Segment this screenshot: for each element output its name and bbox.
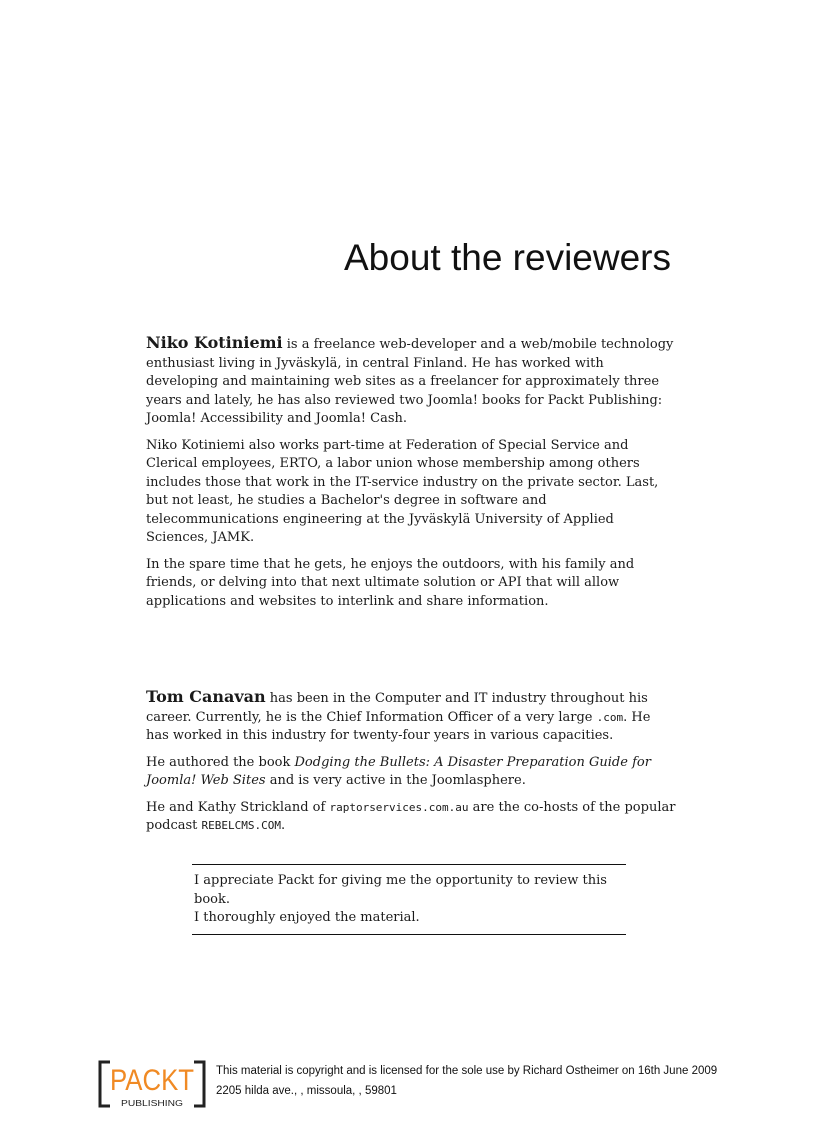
page-title: About the reviewers — [343, 237, 671, 278]
reviewer-paragraph — [146, 799, 676, 836]
reviewer-paragraph — [146, 754, 676, 791]
logo-left-bracket — [100, 1062, 110, 1106]
reviewer-paragraph: Niko Kotiniemi also works part-time at Federation of Special Service and Clerical employees, ERTO, a labor union whose membership among others includes those that work in the IT-service industry on the private sector. Last, but not least, he studies a Bachelor's degree in software and telecommunications engineering at the Jyväskylä University of Applied Sciences, JAMK. — [146, 437, 659, 545]
reviewer-section-tom — [146, 688, 676, 844]
reviewer-bio-text: He authored the book — [146, 754, 291, 770]
footer-license-line: This material is copyright and is licensed for the sole use by Richard Ostheimer on 16th June 2009 — [216, 1065, 718, 1077]
reviewer-paragraph: In the spare time that he gets, he enjoys the outdoors, with his family and friends, or delving into that next ultimate solution or API that will allow applications and websites to interlink and share information. — [146, 556, 635, 609]
reviewer-bio-text: has been in the Computer and IT industry throughout his career. Currently, he is the Chief Information Officer of a very large — [146, 691, 648, 725]
reviewer-paragraph — [146, 688, 676, 746]
logo-right-bracket — [194, 1062, 204, 1106]
footer-address-line: 2205 hilda ave., , missoula, , 59801 — [216, 1085, 397, 1097]
copyright-footer — [216, 1061, 776, 1101]
reviewer-note-box — [192, 864, 626, 935]
reviewer-bio-text: He and Kathy Strickland of — [146, 799, 326, 815]
reviewer-bio-text: . — [281, 818, 286, 833]
reviewer-name: Niko Kotiniemi — [146, 333, 283, 352]
book-title: Dodging the Bullets: A Disaster Preparation Guide for Joomla! Web Sites — [146, 754, 651, 788]
inline-code: .com — [596, 710, 624, 724]
reviewer-bio-text: and is very active in the Joomlasphere. — [269, 773, 526, 788]
note-line: I thoroughly enjoyed the material. — [194, 910, 420, 925]
reviewer-bio-text: is a freelance web-developer and a web/mobile technology enthusiast living in Jyväskylä, in central Finland. He has worked with developing and maintaining web sites as a freelancer for approximately three years and lately, he has also reviewed two Joomla! books for Packt Publishing: Joomla! Accessibility and Joomla! Cash. — [146, 337, 674, 426]
reviewer-paragraph — [146, 334, 676, 429]
inline-code: REBELCMS.COM — [201, 819, 282, 832]
logo-main-text: PACKT — [110, 1064, 194, 1097]
reviewer-section-niko — [146, 334, 676, 619]
reviewer-bio-text: are the co-hosts of the popular podcast — [146, 799, 676, 833]
note-line: I appreciate Packt for giving me the opportunity to review this book. — [194, 873, 607, 907]
reviewer-name: Tom Canavan — [146, 687, 266, 706]
inline-code: raptorservices.com.au — [329, 800, 469, 814]
packt-logo — [96, 1056, 208, 1112]
logo-sub-text: PUBLISHING — [121, 1099, 183, 1108]
reviewer-bio-text: . He has worked in this industry for twenty-four years in various capacities. — [146, 709, 651, 743]
